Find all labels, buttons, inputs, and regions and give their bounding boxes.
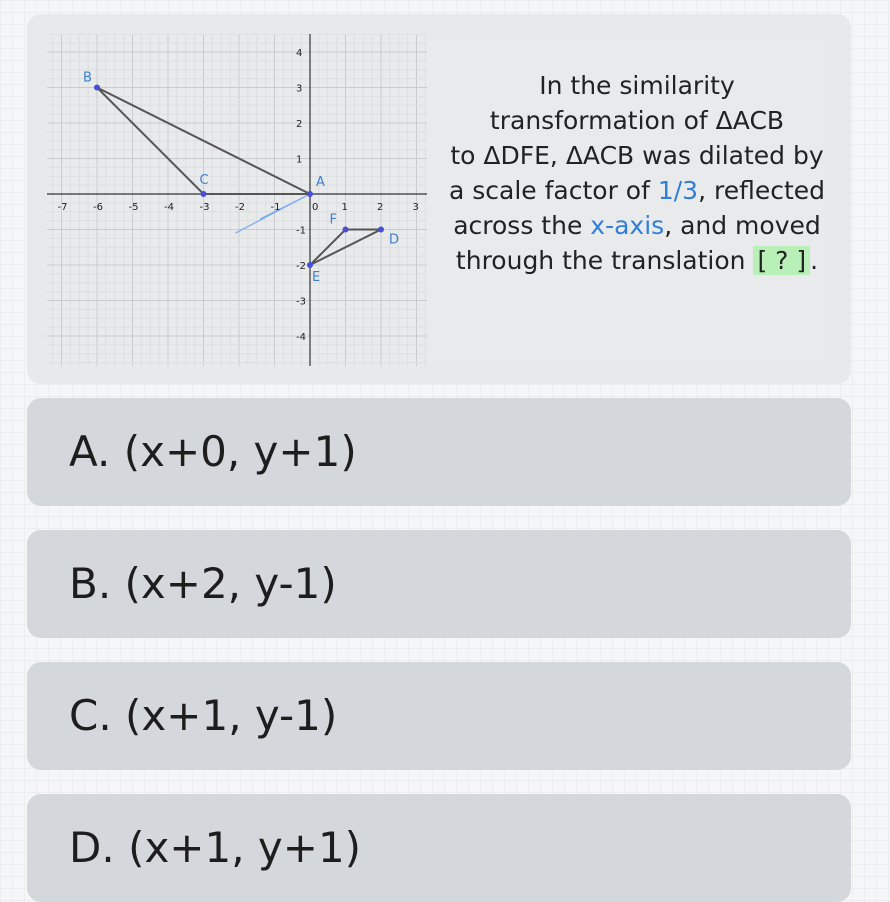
choice-c-letter: C. — [69, 691, 112, 740]
question-line-3: to ΔDFE, ΔACB was dilated by — [450, 141, 824, 170]
choice-a-letter: A. — [69, 427, 111, 476]
question-line-5-post: , and moved — [664, 211, 821, 240]
point-label-a: A — [316, 175, 325, 190]
y-tick-label: 3 — [296, 83, 303, 95]
choice-a-value: (x+0, y+1) — [123, 427, 357, 476]
x-tick-label: -5 — [128, 202, 139, 213]
question-line-6-post: . — [810, 246, 819, 275]
point-label-b: B — [83, 70, 92, 86]
point-label-c: C — [199, 173, 209, 188]
point-label-f: F — [329, 212, 337, 228]
choice-d-button[interactable] — [27, 794, 851, 902]
choice-d-text — [69, 794, 361, 902]
choice-c-button[interactable] — [27, 662, 851, 770]
x-tick-label: -3 — [199, 202, 210, 213]
x-tick-label: -4 — [164, 202, 174, 213]
question-line-5 — [427, 208, 847, 243]
choice-b-value: (x+2, y-1) — [124, 559, 337, 608]
choice-c-text — [69, 662, 337, 770]
y-tick-label: -2 — [296, 261, 306, 272]
scale-factor-link[interactable]: 1/3 — [657, 176, 699, 205]
question-line-6 — [427, 243, 847, 278]
question-card — [27, 14, 851, 384]
question-line-4-pre: a scale factor of — [448, 176, 658, 205]
y-tick-label: -4 — [296, 332, 306, 343]
question-line-5-pre: across the — [453, 211, 591, 240]
x-tick-label: 3 — [412, 202, 419, 213]
point-b — [94, 85, 100, 91]
x-tick-label: 0 — [312, 202, 319, 213]
choice-c-value: (x+1, y-1) — [125, 691, 338, 740]
choice-d-letter: D. — [69, 823, 115, 872]
x-tick-label: -7 — [57, 202, 68, 213]
question-line-4-post: , reflected — [698, 176, 826, 205]
choice-d-value: (x+1, y+1) — [128, 823, 362, 872]
x-tick-label: -6 — [93, 202, 103, 213]
x-tick-label: -1 — [270, 202, 281, 213]
point-label-d: D — [389, 232, 400, 248]
question-line-6-pre: through the translation — [455, 246, 754, 275]
question-line-4 — [427, 173, 847, 208]
point-c — [201, 191, 207, 197]
x-tick-label: -2 — [235, 202, 245, 213]
choice-b-button[interactable] — [27, 530, 851, 638]
choice-a-button[interactable] — [27, 398, 851, 506]
y-tick-label: 4 — [296, 48, 303, 59]
point-f — [343, 227, 349, 233]
question-line-2: transformation of ΔACB — [489, 106, 785, 135]
choice-b-letter: B. — [69, 559, 112, 608]
x-tick-label: 2 — [377, 202, 384, 213]
question-text — [427, 68, 847, 278]
point-label-e: E — [312, 270, 321, 285]
y-tick-label: 1 — [296, 154, 303, 166]
x-tick-label: 1 — [341, 202, 348, 213]
question-line-1: In the similarity — [539, 71, 735, 100]
y-tick-label: -1 — [296, 225, 306, 237]
point-e — [307, 262, 313, 268]
coordinate-graph — [47, 34, 427, 366]
answer-blank: [ ? ] — [753, 246, 810, 275]
point-a — [307, 191, 313, 197]
point-d — [378, 227, 384, 233]
y-tick-label: 2 — [296, 119, 303, 130]
question-panel — [47, 34, 831, 366]
y-tick-label: -3 — [296, 296, 306, 308]
choice-a-text — [69, 398, 357, 506]
x-axis-link[interactable]: x-axis — [590, 211, 665, 240]
choice-b-text — [69, 530, 337, 638]
